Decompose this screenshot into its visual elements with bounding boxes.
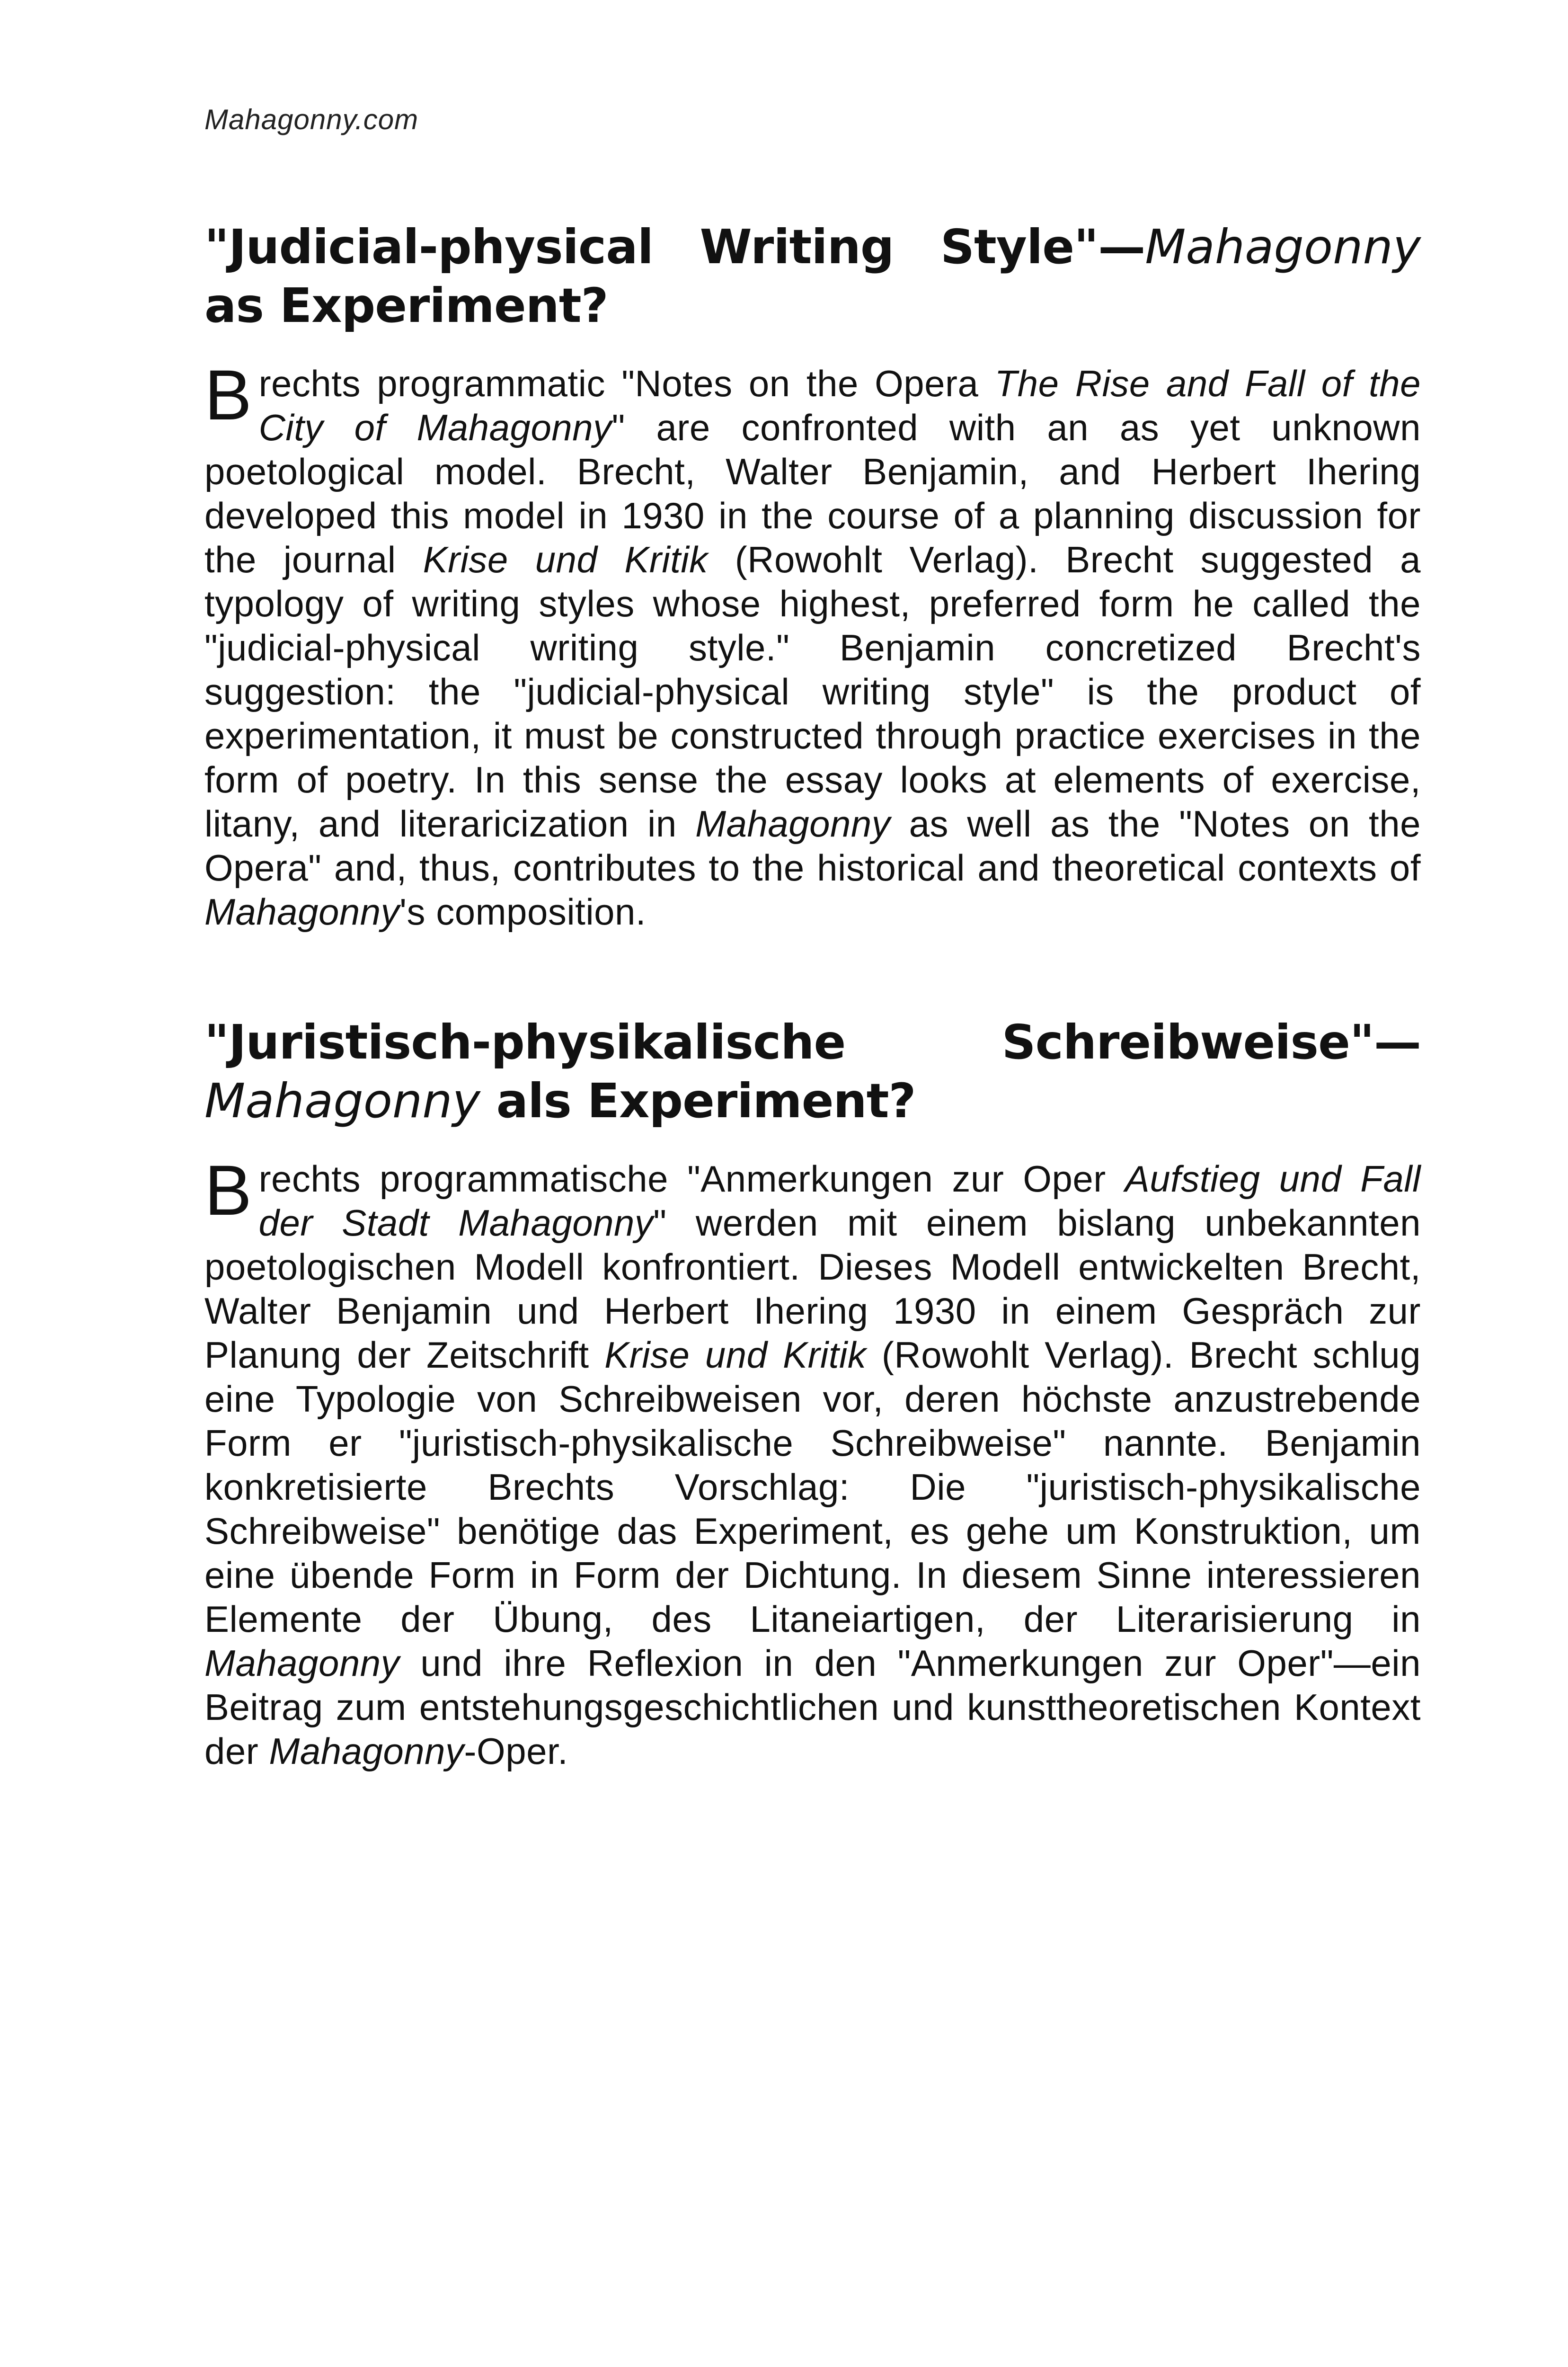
english-heading-suffix: as Experiment? — [204, 278, 608, 333]
german-title-journal: Krise und Kritik — [604, 1334, 867, 1376]
german-title-opera: Aufstieg und Fall der Stadt Mahagonny — [258, 1158, 1421, 1244]
english-text-2: " are confronted with an as yet unknown poetological model. Brecht, Walter Benjamin, and Herbert Ihering developed this model in 1930 in the course of a planning discussion for the journal — [204, 407, 1421, 580]
english-title-mahagonny-1: Mahagonny — [695, 803, 891, 845]
german-heading — [204, 1013, 1421, 1130]
english-dropcap: B — [204, 355, 252, 435]
english-heading-prefix: "Judicial-physical Writing Style"— — [204, 219, 1145, 275]
english-abstract-section — [204, 218, 1421, 934]
german-title-mahagonny-1: Mahagonny — [204, 1642, 400, 1684]
english-heading-title: Mahagonny — [1145, 219, 1421, 275]
german-abstract-section — [204, 1013, 1421, 1773]
english-title-mahagonny-2: Mahagonny — [204, 891, 400, 933]
german-text-4: und ihre Reflexion in den "Anmerkungen zur Oper"—ein Beitrag zum entstehungsgeschichtlichen und kunsttheoretischen Kontext der — [204, 1642, 1421, 1772]
running-head: Mahagonny.com — [204, 104, 419, 135]
german-title-mahagonny-2: Mahagonny — [269, 1730, 464, 1772]
english-text-1: rechts programmatic "Notes on the Opera — [258, 363, 995, 404]
german-heading-prefix: "Juristisch-physikalische Schreibweise"— — [204, 1014, 1421, 1070]
german-text-1: rechts programmatische "Anmerkungen zur Oper — [258, 1158, 1125, 1200]
english-heading — [204, 218, 1421, 335]
german-text-2: " werden mit einem bislang unbekannten poetologischen Modell konfrontiert. Dieses Modell entwickelten Brecht, Walter Benjamin und Herbert Ihering 1930 in einem Gespräch zur Planung der Zeitschrift — [204, 1202, 1421, 1376]
german-heading-suffix: als Experiment? — [480, 1073, 916, 1129]
german-dropcap: B — [204, 1150, 252, 1230]
german-heading-title: Mahagonny — [204, 1073, 480, 1129]
english-text-4: as well as the "Notes on the Opera" and, thus, contributes to the historical and theoretical contexts of — [204, 803, 1421, 889]
german-text-5: -Oper. — [464, 1730, 568, 1772]
english-abstract — [204, 355, 1421, 934]
german-text-3: (Rowohlt Verlag). Brecht schlug eine Typologie von Schreibweisen vor, deren höchste anzustrebende Form er "juristisch-physikalische Schreibweise" nannte. Benjamin konkretisierte Brechts Vorschlag: Die "juristisch-physikalische Schreibweise" benötige das Experiment, es gehe um Konstruktion, um eine übende Form in Form der Dichtung. In diesem Sinne interessieren Elemente der Übung, des Litaneiartigen, der Literarisierung in — [204, 1334, 1421, 1640]
german-abstract — [204, 1150, 1421, 1773]
english-title-opera: The Rise and Fall of the City of Mahagonny — [258, 363, 1421, 448]
english-text-5: 's composition. — [399, 891, 647, 933]
english-title-journal: Krise und Kritik — [423, 539, 708, 580]
english-text-3: (Rowohlt Verlag). Brecht suggested a typology of writing styles whose highest, preferred form he called the "judicial-physical writing style." Benjamin concretized Brecht's suggestion: the "judicial-physical writing style" is the product of experimentation, it must be constructed through practice exercises in the form of poetry. In this sense the essay looks at elements of exercise, litany, and literaricization in — [204, 539, 1421, 845]
